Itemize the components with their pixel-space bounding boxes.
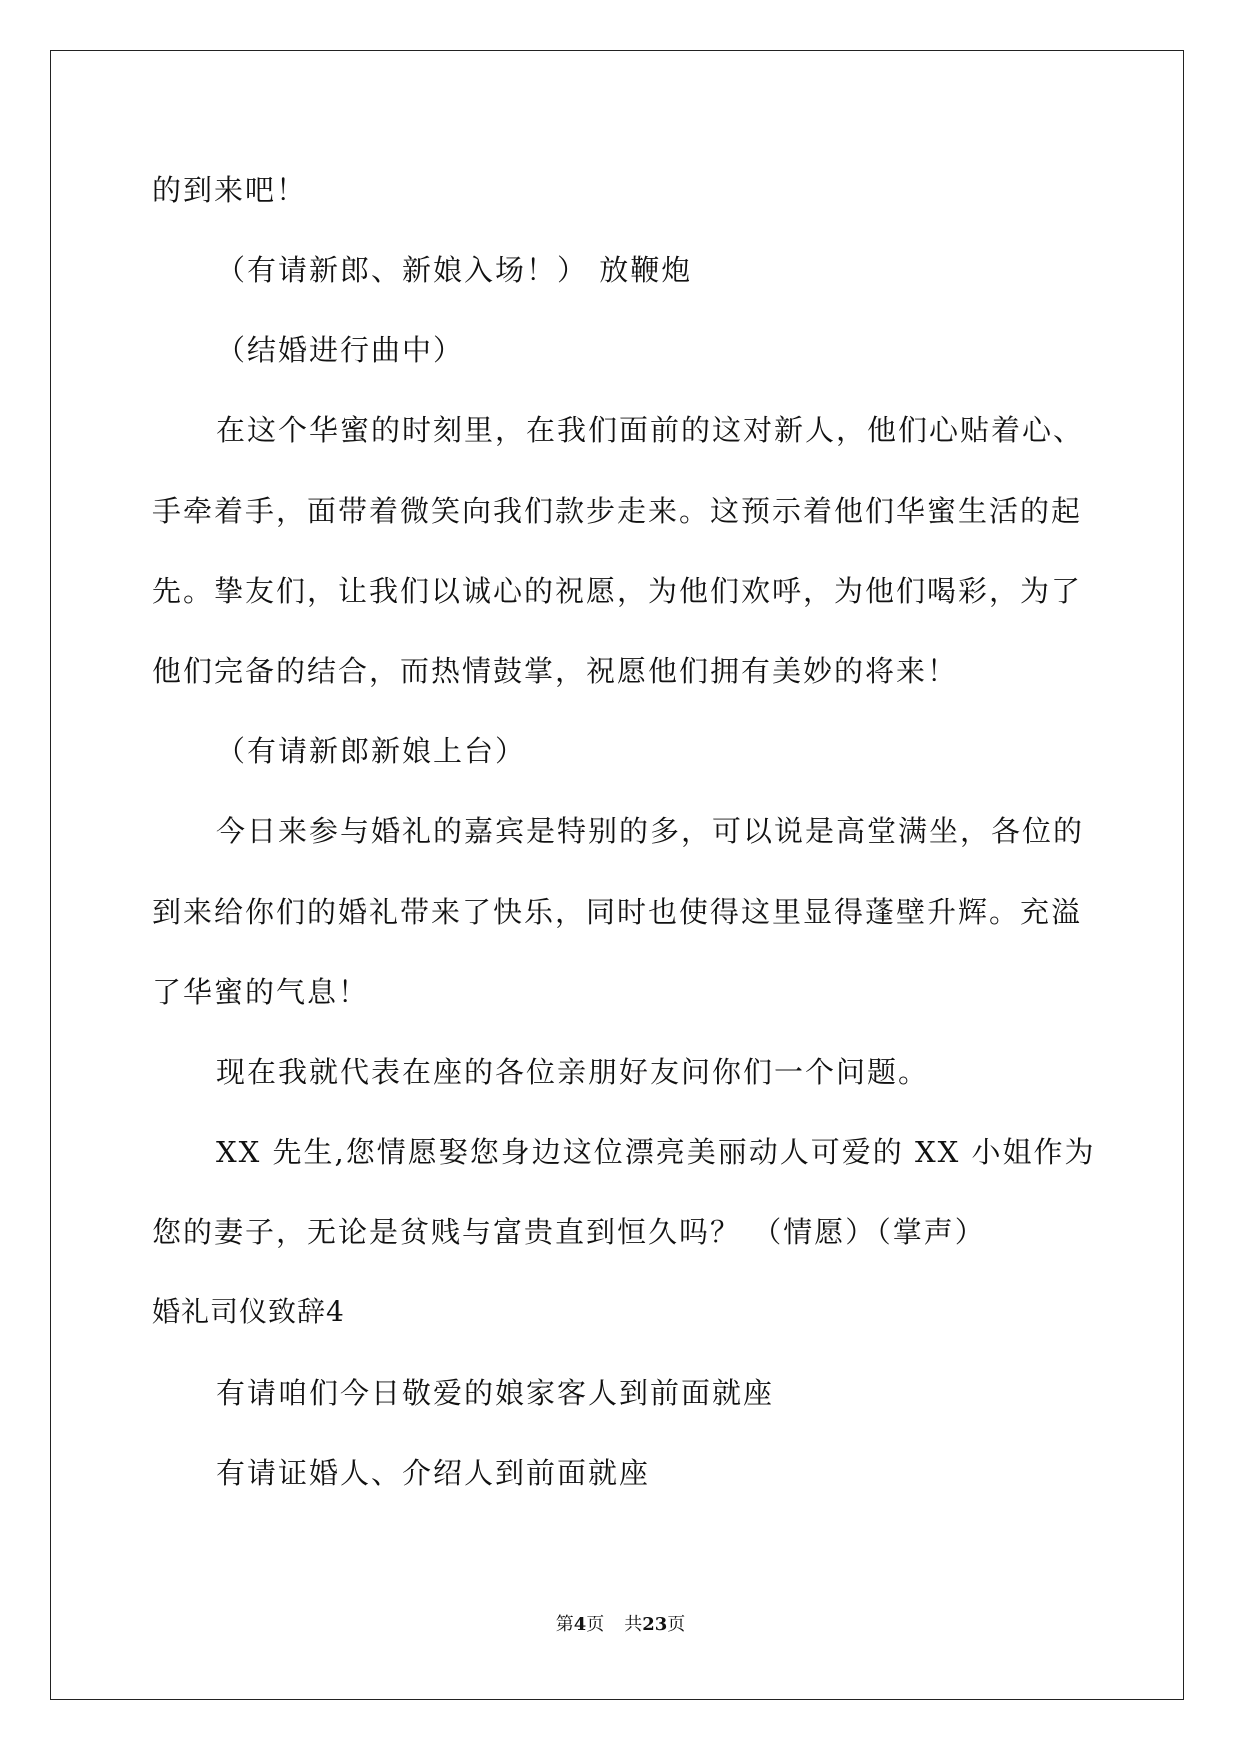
text-line: （结婚进行曲中） <box>216 333 465 367</box>
page-border <box>50 50 1184 1700</box>
text-line: 有请咱们今日敬爱的娘家客人到前面就座 <box>216 1376 775 1410</box>
text-line: XX 先生,您情愿娶您身边这位漂亮美丽动人可爱的 XX 小姐作为 <box>216 1135 1096 1169</box>
page-total: 23 <box>642 1614 668 1635</box>
text-line: （有请新郎新娘上台） <box>216 734 527 768</box>
page-suffix: 页 <box>586 1614 605 1635</box>
text-line: 您的妻子，无论是贫贱与富贵直到恒久吗？ （情愿）（掌声） <box>152 1215 986 1249</box>
text-line: 了华蜜的气息！ <box>152 975 370 1009</box>
page-prefix: 第 <box>555 1614 574 1635</box>
text-line: 今日来参与婚礼的嘉宾是特别的多，可以说是高堂满坐，各位的 <box>216 814 1085 848</box>
text-line: 的到来吧！ <box>152 173 308 207</box>
page-footer <box>0 1616 1241 1634</box>
section-heading: 婚礼司仪致辞4 <box>152 1295 345 1328</box>
text-line: 现在我就代表在座的各位亲朋好友问你们一个问题。 <box>216 1055 930 1089</box>
text-line: 先。挚友们，让我们以诚心的祝愿，为他们欢呼，为他们喝彩，为了 <box>152 574 1083 608</box>
text-line: 手牵着手，面带着微笑向我们款步走来。这预示着他们华蜜生活的起 <box>152 494 1083 528</box>
text-line: 在这个华蜜的时刻里，在我们面前的这对新人，他们心贴着心、 <box>216 413 1085 447</box>
text-line: 有请证婚人、介绍人到前面就座 <box>216 1456 651 1490</box>
total-prefix: 共 <box>624 1614 643 1635</box>
page-current: 4 <box>573 1614 587 1635</box>
total-suffix: 页 <box>667 1614 686 1635</box>
text-line: 他们完备的结合，而热情鼓掌，祝愿他们拥有美妙的将来！ <box>152 654 959 688</box>
text-line: 到来给你们的婚礼带来了快乐，同时也使得这里显得蓬壁升辉。充溢 <box>152 895 1083 929</box>
text-line: （有请新郎、新娘入场！） 放鞭炮 <box>216 253 693 287</box>
